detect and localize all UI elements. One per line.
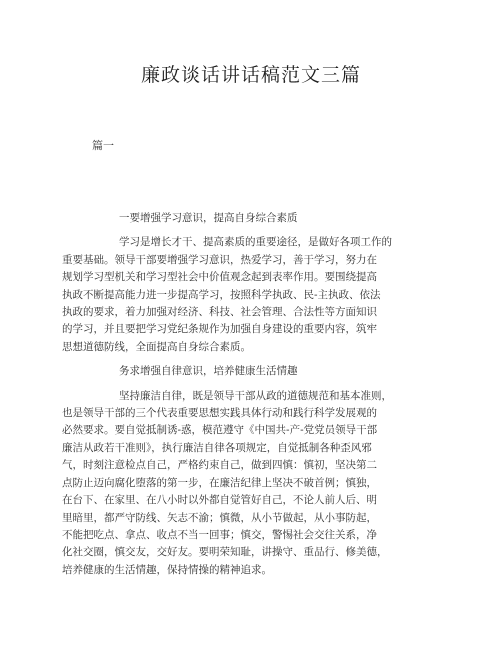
heading-line: 一要增强学习意识，提高自身综合素质 <box>119 212 298 224</box>
document-title: 廉政谈话讲话稿范文三篇 <box>140 64 361 86</box>
paragraph-line: 化社交圈，慎交友，交好友。要明荣知耻，讲操守、重品行、修美德， <box>62 546 388 559</box>
paragraph-line: 思想道德防线，全面提高自身综合素质。 <box>62 340 251 353</box>
paragraph-line: 学习是增长才干、提高素质的重要途径，是做好各项工作的 <box>119 236 392 249</box>
paragraph-line: 里暗里，都严守防线、矢志不渝；慎微，从小节做起，从小事防起， <box>62 511 377 524</box>
paragraph-line: 坚持廉洁自律，既是领导干部从政的道德规范和基本准则， <box>119 389 392 402</box>
paragraph-line: 规划学习型机关和学习型社会中价值观念起到表率作用。要围绕提高 <box>62 271 377 284</box>
heading-line: 务求增强自律意识，培养健康生活情趣 <box>119 365 298 378</box>
section-label: 篇一 <box>92 139 114 152</box>
paragraph-line: 廉洁从政若干准则》，执行廉洁自律各项规定，自觉抵制各种歪风邪 <box>62 441 372 454</box>
paragraph-line: 执政不断提高能力进一步提高学习，按照科学执政、民-主执政、依法 <box>62 288 381 301</box>
paragraph-line: 执政的要求，着力加强对经济、科技、社会管理、合法性等方面知识 <box>62 306 377 319</box>
paragraph-line: 重要基础。领导干部要增强学习意识，热爱学习，善于学习，努力在 <box>62 253 377 266</box>
paragraph-line: 气，时刻注意检点自己，严格约束自己，做到四慎：慎初，坚决第二 <box>62 459 377 472</box>
paragraph-line: 也是领导干部的三个代表重要思想实践具体行动和践行科学发展观的 <box>62 407 377 420</box>
paragraph-line: 必然要求。要自觉抵制诱-惑，模范遵守《中国共-产-党党员领导干部 <box>62 424 378 437</box>
paragraph-line: 在台下、在家里、在八小时以外都自觉管好自己，不论人前人后、明 <box>62 494 377 507</box>
document-body <box>62 210 442 579</box>
paragraph-line: 的学习，并且要把学习党纪条规作为加强自身建设的重要内容，筑牢 <box>62 323 377 336</box>
paragraph-line: 点防止迈向腐化堕落的第一步，在廉洁纪律上坚决不破首例；慎独， <box>62 476 377 489</box>
paragraph-line: 不能把吃点、拿点、收点不当一回事；慎交，警惕社会交往关系，净 <box>62 528 377 541</box>
paragraph-line: 培养健康的生活情趣，保持情操的精神追求。 <box>62 563 272 576</box>
